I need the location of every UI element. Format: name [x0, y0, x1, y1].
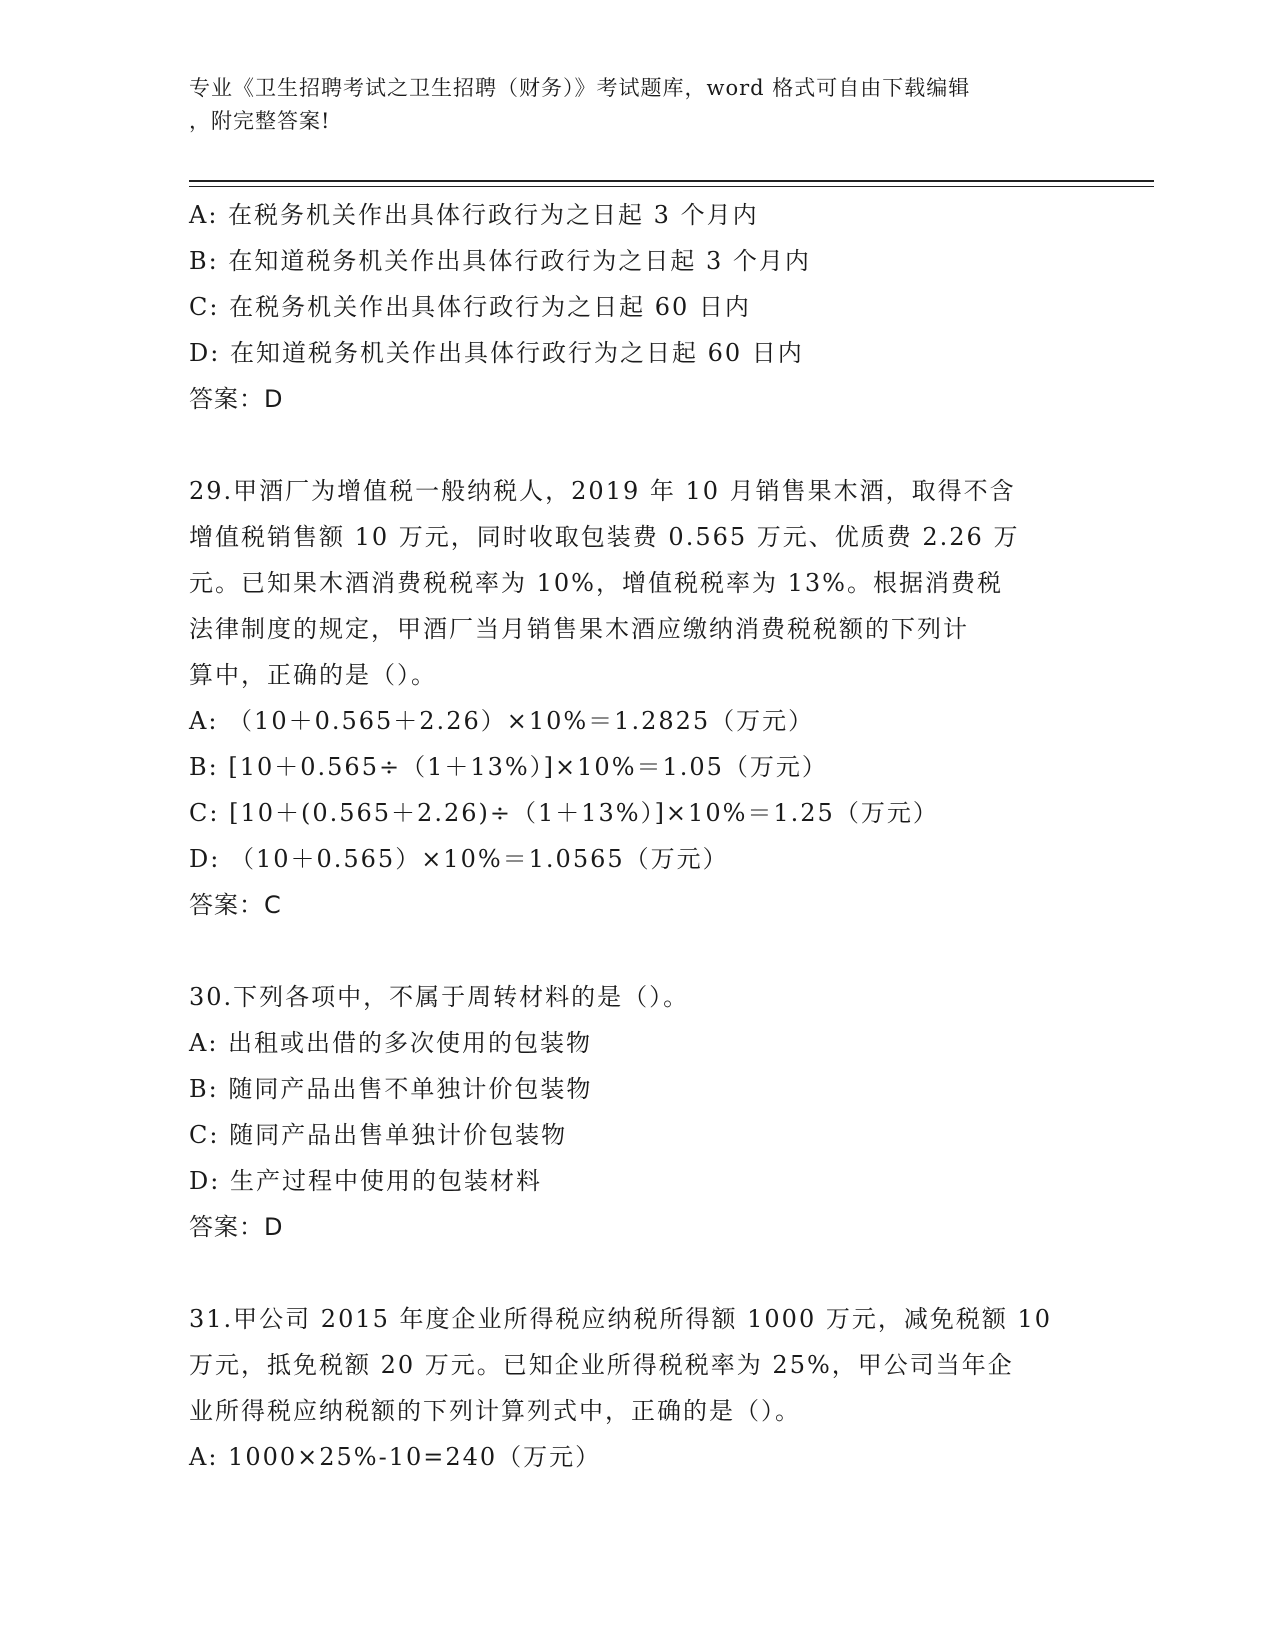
- header-line-1: 专业《卫生招聘考试之卫生招聘（财务）》考试题库，word 格式可自由下载编辑: [189, 76, 971, 100]
- answer-line: 答案：C: [189, 891, 282, 919]
- question-stem-line: 万元，抵免税额 20 万元。已知企业所得税税率为 25%，甲公司当年企: [189, 1351, 1014, 1379]
- option-d: D: （10＋0.565）×10%＝1.0565（万元）: [189, 845, 729, 873]
- option-c: C: 在税务机关作出具体行政行为之日起 60 日内: [189, 293, 751, 321]
- question-stem-line: 增值税销售额 10 万元，同时收取包装费 0.565 万元、优质费 2.26 万: [189, 523, 1020, 551]
- header-divider: [189, 180, 1154, 187]
- question-stem-line: 29.甲酒厂为增值税一般纳税人，2019 年 10 月销售果木酒，取得不含: [189, 477, 1016, 505]
- question-stem-line: 元。已知果木酒消费税税率为 10%，增值税税率为 13%。根据消费税: [189, 569, 1003, 597]
- answer-line: 答案：D: [189, 385, 284, 413]
- header-line-2: ，附完整答案!: [189, 109, 331, 133]
- question-list: [189, 192, 1089, 1480]
- document-header: [189, 72, 1089, 138]
- question-spacer: [189, 1250, 1089, 1296]
- option-b: B: [10＋0.565÷（1＋13%）]×10%＝1.05（万元）: [189, 753, 828, 781]
- question-stem-line: 法律制度的规定，甲酒厂当月销售果木酒应缴纳消费税税额的下列计: [189, 615, 969, 643]
- question-stem-line: 31.甲公司 2015 年度企业所得税应纳税所得额 1000 万元，减免税额 10: [189, 1305, 1053, 1333]
- answer-line: 答案：D: [189, 1213, 284, 1241]
- question-31: [189, 1296, 1089, 1480]
- question-stem-line: 算中，正确的是（）。: [189, 661, 437, 689]
- option-c: C: [10＋(0.565＋2.26)÷（1＋13%）]×10%＝1.25（万元）: [189, 799, 939, 827]
- option-a: A: 出租或出借的多次使用的包装物: [189, 1029, 593, 1057]
- question-30: [189, 974, 1089, 1250]
- option-a: A: 1000×25%-10=240（万元）: [189, 1443, 602, 1471]
- question-spacer: [189, 422, 1089, 468]
- option-a: A: （10＋0.565＋2.26）×10%＝1.2825（万元）: [189, 707, 815, 735]
- question-spacer: [189, 928, 1089, 974]
- option-c: C: 随同产品出售单独计价包装物: [189, 1121, 568, 1149]
- question-stem-line: 30.下列各项中，不属于周转材料的是（）。: [189, 983, 690, 1011]
- question-29: [189, 468, 1089, 928]
- question-stem-line: 业所得税应纳税额的下列计算列式中，正确的是（）。: [189, 1397, 801, 1425]
- option-a: A: 在税务机关作出具体行政行为之日起 3 个月内: [189, 201, 759, 229]
- option-b: B: 在知道税务机关作出具体行政行为之日起 3 个月内: [189, 247, 811, 275]
- option-d: D: 在知道税务机关作出具体行政行为之日起 60 日内: [189, 339, 804, 367]
- option-b: B: 随同产品出售不单独计价包装物: [189, 1075, 593, 1103]
- option-d: D: 生产过程中使用的包装材料: [189, 1167, 542, 1195]
- question-28: [189, 192, 1089, 422]
